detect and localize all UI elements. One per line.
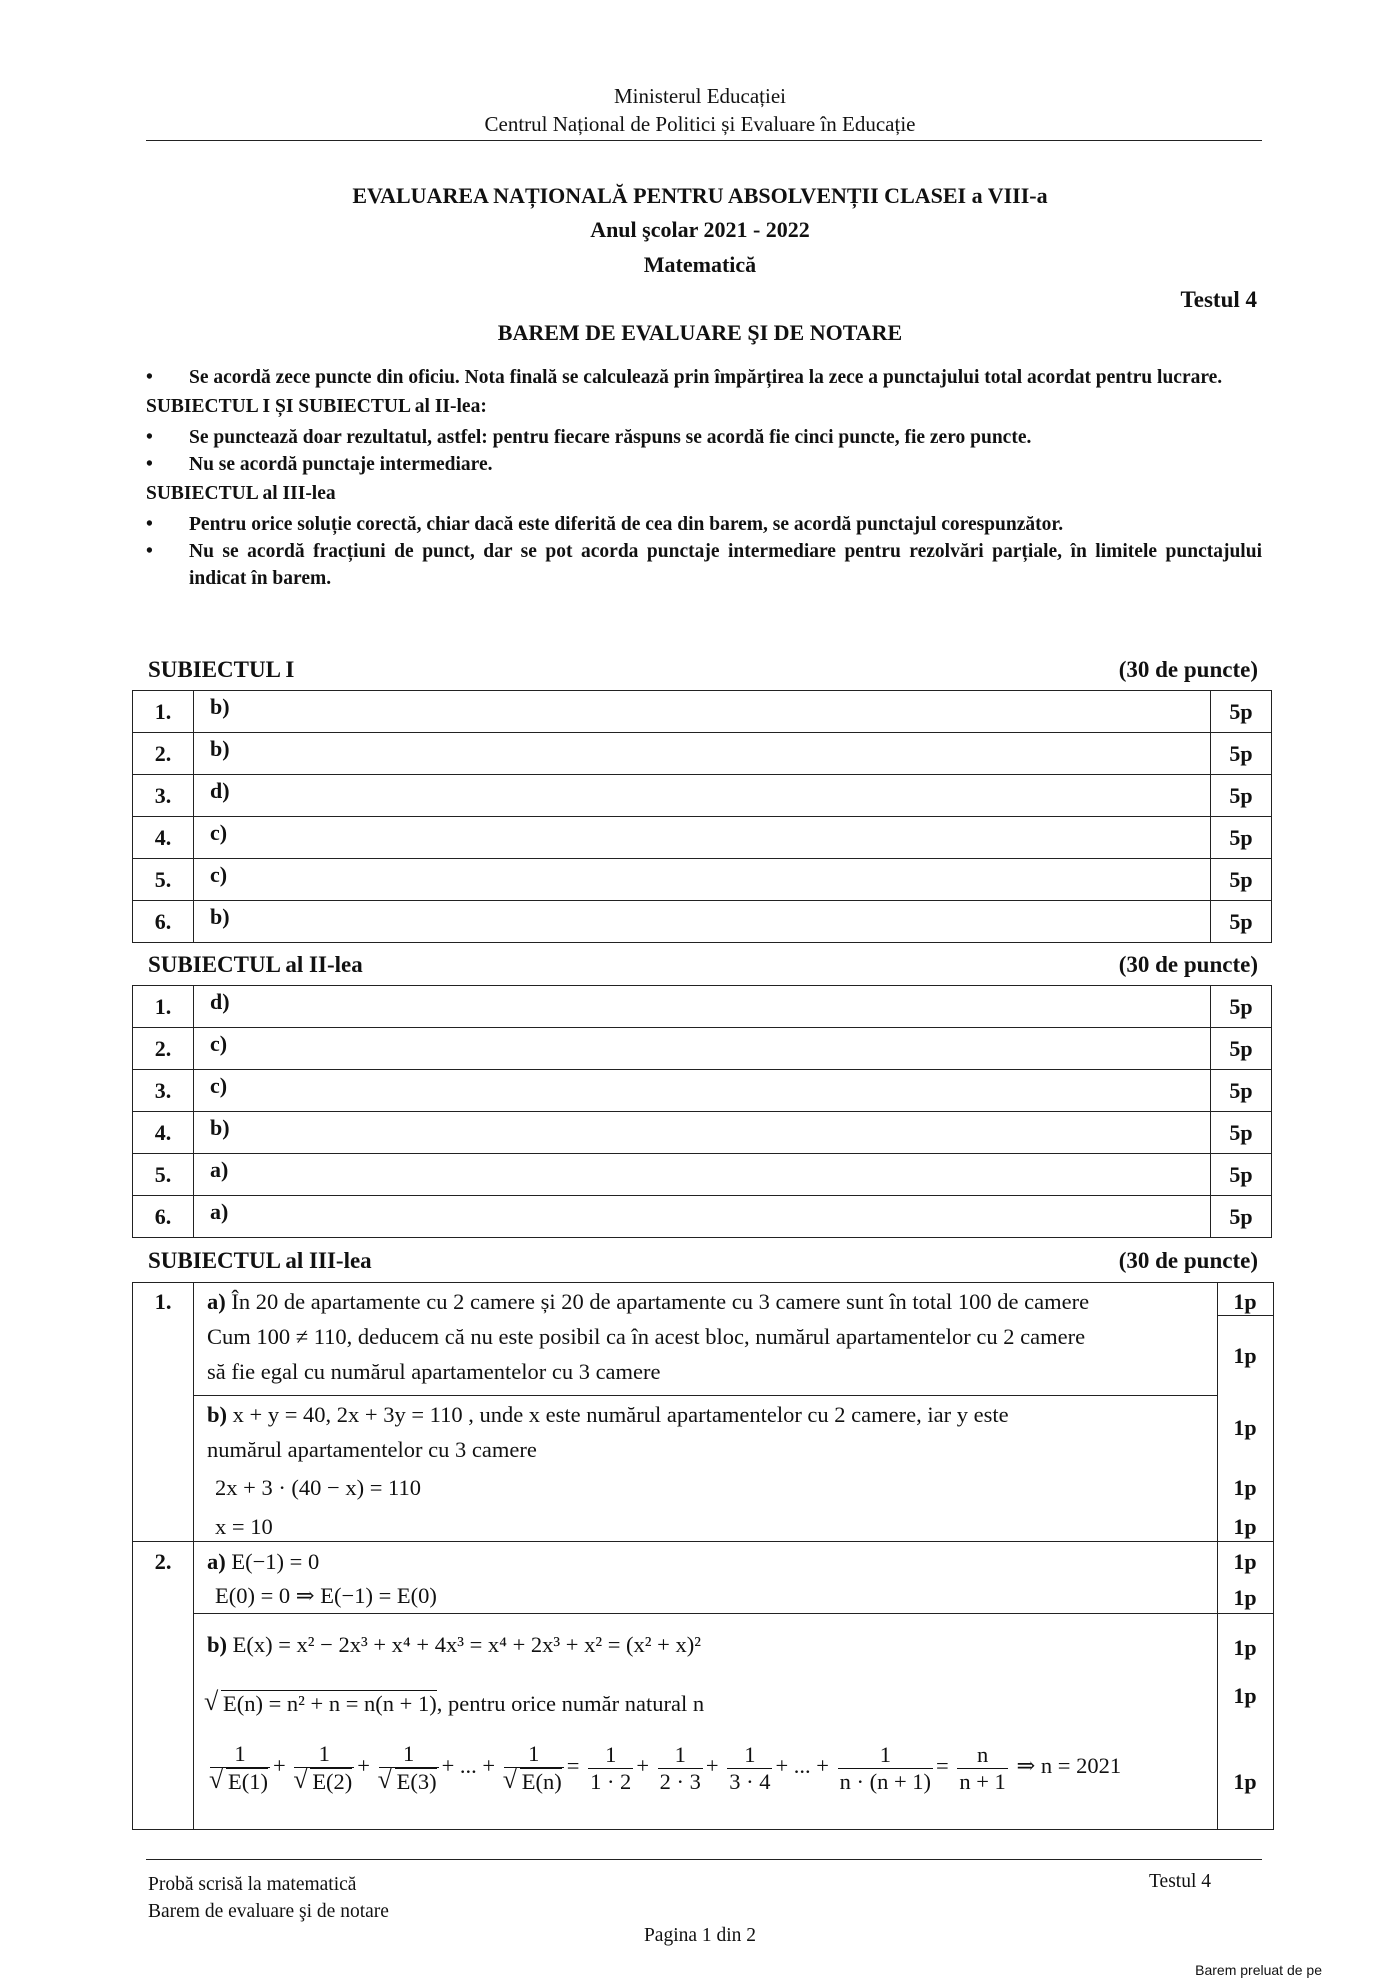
item-points: 5p	[1211, 733, 1272, 775]
item-number: 4.	[133, 1112, 194, 1154]
fraction	[379, 1741, 439, 1795]
score: 1p	[1233, 1585, 1257, 1610]
numerator: 1	[744, 1741, 756, 1767]
footer-rule	[146, 1859, 1262, 1860]
fraction	[210, 1741, 270, 1795]
item-number: 3.	[133, 1070, 194, 1112]
item-number: 1.	[133, 986, 194, 1028]
solution-line	[207, 1690, 704, 1717]
item-points: 5p	[1211, 986, 1272, 1028]
problem-number: 2.	[154, 1549, 172, 1574]
note-sub12-item: • Nu se acordă punctaje intermediare.	[146, 451, 1262, 478]
row-divider	[193, 1613, 1273, 1614]
answer-row	[133, 1154, 1272, 1196]
numerator: 1	[234, 1741, 246, 1766]
note-sub12-item: • Se punctează doar rezultatul, astfel: pentru fiecare răspuns se acordă fie cinci puncte, fie zero puncte.	[146, 424, 1262, 451]
ellipsis: + ... +	[775, 1753, 829, 1779]
numerator: 1	[674, 1741, 686, 1767]
fraction	[294, 1741, 354, 1795]
part-label: a)	[207, 1289, 226, 1314]
solution-line: să fie egal cu numărul apartamentelor cu 3 camere	[207, 1359, 661, 1384]
section-heading-2	[148, 952, 1258, 978]
note-sub3-item: • Nu se acordă fracțiuni de punct, dar se pot acorda punctaje intermediare pentru rezolvări parțiale, în limitele punctajului indicat în barem.	[146, 538, 1262, 592]
math-text: E(n) = n² + n = n(n + 1)	[223, 1691, 437, 1716]
answer-row	[133, 817, 1272, 859]
numerator: 1	[318, 1741, 330, 1766]
answer-row	[133, 859, 1272, 901]
answer-row	[133, 691, 1272, 733]
section-heading-1	[148, 657, 1258, 683]
answers-table-2	[132, 985, 1272, 1238]
solution-line: x = 10	[215, 1514, 273, 1539]
answer-choice: d)	[194, 775, 1211, 817]
answer-choice: c)	[194, 817, 1211, 859]
section-title: SUBIECTUL al III-lea	[148, 1248, 372, 1273]
denominator: 1 · 2	[590, 1768, 632, 1794]
item-points: 5p	[1211, 817, 1272, 859]
item-points: 5p	[1211, 775, 1272, 817]
note-heading-sub3: SUBIECTUL al III-lea	[146, 483, 336, 504]
item-number: 2.	[133, 733, 194, 775]
numerator: 1	[605, 1741, 617, 1767]
fraction	[838, 1742, 933, 1795]
numerator: 1	[402, 1741, 415, 1766]
item-points: 5p	[1211, 1112, 1272, 1154]
solution-line: Cum 100 ≠ 110, deducem că nu este posibil ca în acest bloc, numărul apartamentelor cu 2 camere	[207, 1324, 1086, 1349]
score: 1p	[1233, 1475, 1257, 1500]
barem-title: BAREM DE EVALUARE ŞI DE NOTARE	[497, 320, 903, 345]
solutions-table	[132, 1282, 1274, 1830]
answer-choice: b)	[194, 733, 1211, 775]
score: 1p	[1233, 1683, 1257, 1708]
answer-row	[133, 986, 1272, 1028]
answer-row	[133, 1028, 1272, 1070]
fraction-sum-line: 1 √ E(1) + 1 √ E(2) + 1 √ E(3) + ... + 1 √ E(n) = $\frac{1}{1 \cdot 2}$ + $\frac{1}{2 \cdot 3}$ + $\frac{1}{3 \cdot 4}$ + ... + $\frac{1}{n \cdot (n + 1)}$ = $\frac{n}{n + 1}$ ⇒ n = 2021	[207, 1741, 1121, 1795]
item-number: 1.	[133, 691, 194, 733]
footer-test: Testul 4	[1148, 1871, 1211, 1892]
denominator: 2 · 3	[659, 1768, 701, 1794]
denominator	[210, 1767, 270, 1795]
solution-line	[207, 1632, 701, 1658]
solution-text: E(x) = x² − 2x³ + x⁴ + 4x³ = x⁴ + 2x³ + x² = (x² + x)²	[232, 1632, 701, 1657]
score: 1p	[1233, 1289, 1257, 1314]
answer-choice: a)	[194, 1154, 1211, 1196]
column-divider	[193, 1283, 194, 1829]
denominator	[294, 1767, 354, 1795]
fraction	[588, 1742, 633, 1795]
footer-line: Barem de evaluare şi de notare	[148, 1901, 389, 1922]
sqrt-expression: √ E(n)	[520, 1768, 562, 1795]
solution-text: , pentru orice număr natural n	[436, 1691, 705, 1716]
item-number: 4.	[133, 817, 194, 859]
answer-choice: c)	[194, 1028, 1211, 1070]
fraction	[658, 1742, 703, 1795]
header-rule	[146, 140, 1262, 141]
note-sub3-item: • Pentru orice soluție corectă, chiar dacă este diferită de cea din barem, se acordă punctajul corespunzător.	[146, 511, 1262, 538]
answers-table-1	[132, 690, 1272, 943]
score: 1p	[1233, 1343, 1257, 1368]
result: ⇒ n = 2021	[1016, 1753, 1122, 1779]
fraction	[957, 1742, 1007, 1795]
ministry-name: Ministerul Educației	[613, 84, 787, 108]
score: 1p	[1233, 1635, 1257, 1660]
fraction	[504, 1741, 564, 1795]
answer-choice: b)	[194, 901, 1211, 943]
denominator: n + 1	[959, 1768, 1006, 1794]
solution-text: E(−1) = 0	[231, 1549, 320, 1574]
answer-choice: a)	[194, 1196, 1211, 1238]
item-number: 6.	[133, 901, 194, 943]
section-heading-3	[148, 1248, 1258, 1274]
page-header	[0, 82, 1400, 138]
answer-row	[133, 901, 1272, 943]
item-number: 5.	[133, 1154, 194, 1196]
answer-row	[133, 775, 1272, 817]
part-label: b)	[207, 1402, 228, 1427]
footer-line: Probă scrisă la matematică	[148, 1874, 357, 1895]
answer-row	[133, 733, 1272, 775]
numerator: n	[976, 1741, 989, 1767]
item-points: 5p	[1211, 1028, 1272, 1070]
answer-choice: b)	[194, 1112, 1211, 1154]
sqrt-expression	[221, 1690, 437, 1717]
answer-choice: c)	[194, 1070, 1211, 1112]
answer-choice: d)	[194, 986, 1211, 1028]
solution-line: numărul apartamentelor cu 3 camere	[207, 1437, 537, 1462]
fraction	[727, 1742, 772, 1795]
denominator	[379, 1767, 439, 1795]
solution-line	[207, 1289, 1089, 1315]
source-note: Barem preluat de pe	[1195, 1962, 1322, 1978]
subject-name: Matematică	[643, 252, 757, 277]
answer-row	[133, 1112, 1272, 1154]
score: 1p	[1233, 1415, 1257, 1440]
answer-choice: b)	[194, 691, 1211, 733]
page-footer	[148, 1871, 389, 1925]
score: 1p	[1233, 1769, 1257, 1794]
section-points: (30 de puncte)	[1118, 657, 1258, 682]
center-name: Centrul Național de Politici și Evaluare în Educație	[484, 112, 916, 136]
section-points: (30 de puncte)	[1118, 952, 1258, 977]
denominator: 3 · 4	[729, 1768, 771, 1794]
solution-text: În 20 de apartamente cu 2 camere și 20 de apartamente cu 3 camere sunt în total 100 de camere	[231, 1289, 1090, 1314]
section-title: SUBIECTUL I	[148, 657, 295, 682]
answer-choice: c)	[194, 859, 1211, 901]
numerator: 1	[528, 1741, 540, 1766]
item-points: 5p	[1211, 691, 1272, 733]
test-number: Testul 4	[1180, 287, 1257, 312]
item-points: 5p	[1211, 901, 1272, 943]
item-points: 5p	[1211, 1154, 1272, 1196]
row-divider	[133, 1541, 1273, 1542]
page-number: Pagina 1 din 2	[643, 1925, 757, 1946]
item-points: 5p	[1211, 859, 1272, 901]
section-points: (30 de puncte)	[1118, 1248, 1258, 1273]
section-title: SUBIECTUL al II-lea	[148, 952, 363, 977]
answer-row	[133, 1070, 1272, 1112]
sqrt-expression: √ E(1)	[226, 1768, 268, 1795]
score: 1p	[1233, 1549, 1257, 1574]
item-points: 5p	[1211, 1070, 1272, 1112]
item-number: 5.	[133, 859, 194, 901]
item-number: 6.	[133, 1196, 194, 1238]
school-year: Anul şcolar 2021 - 2022	[590, 217, 810, 242]
numerator: 1	[879, 1741, 891, 1767]
solution-text: x + y = 40, 2x + 3y = 110 , unde x este numărul apartamentelor cu 2 camere, iar y este	[232, 1402, 1009, 1427]
sqrt-expression: √ E(3)	[395, 1768, 437, 1795]
item-number: 3.	[133, 775, 194, 817]
exam-title: EVALUAREA NAȚIONALĂ PENTRU ABSOLVENȚII CLASEI a VIII-a	[352, 183, 1048, 208]
item-number: 2.	[133, 1028, 194, 1070]
score: 1p	[1233, 1514, 1257, 1539]
item-points: 5p	[1211, 1196, 1272, 1238]
ellipsis: + ... +	[441, 1753, 496, 1779]
denominator	[504, 1767, 564, 1795]
note-heading-sub12: SUBIECTUL I ȘI SUBIECTUL al II-lea:	[146, 396, 487, 417]
solution-line	[207, 1402, 1009, 1428]
solution-line	[207, 1549, 319, 1575]
solution-line: 2x + 3 · (40 − x) = 110	[215, 1475, 421, 1500]
answer-row	[133, 1196, 1272, 1238]
part-label: a)	[207, 1549, 226, 1574]
problem-number: 1.	[154, 1289, 172, 1314]
grading-notes	[146, 364, 1262, 592]
sqrt-expression: √ E(2)	[310, 1768, 352, 1795]
note-general: • Se acordă zece puncte din oficiu. Nota finală se calculează prin împărțirea la zece a punctajului total acordat pentru lucrare.	[146, 364, 1262, 391]
part-label: b)	[207, 1632, 228, 1657]
row-divider	[1217, 1315, 1273, 1316]
row-divider	[193, 1395, 1217, 1396]
solution-line: E(0) = 0 ⇒ E(−1) = E(0)	[215, 1583, 437, 1608]
denominator: n · (n + 1)	[839, 1768, 932, 1794]
